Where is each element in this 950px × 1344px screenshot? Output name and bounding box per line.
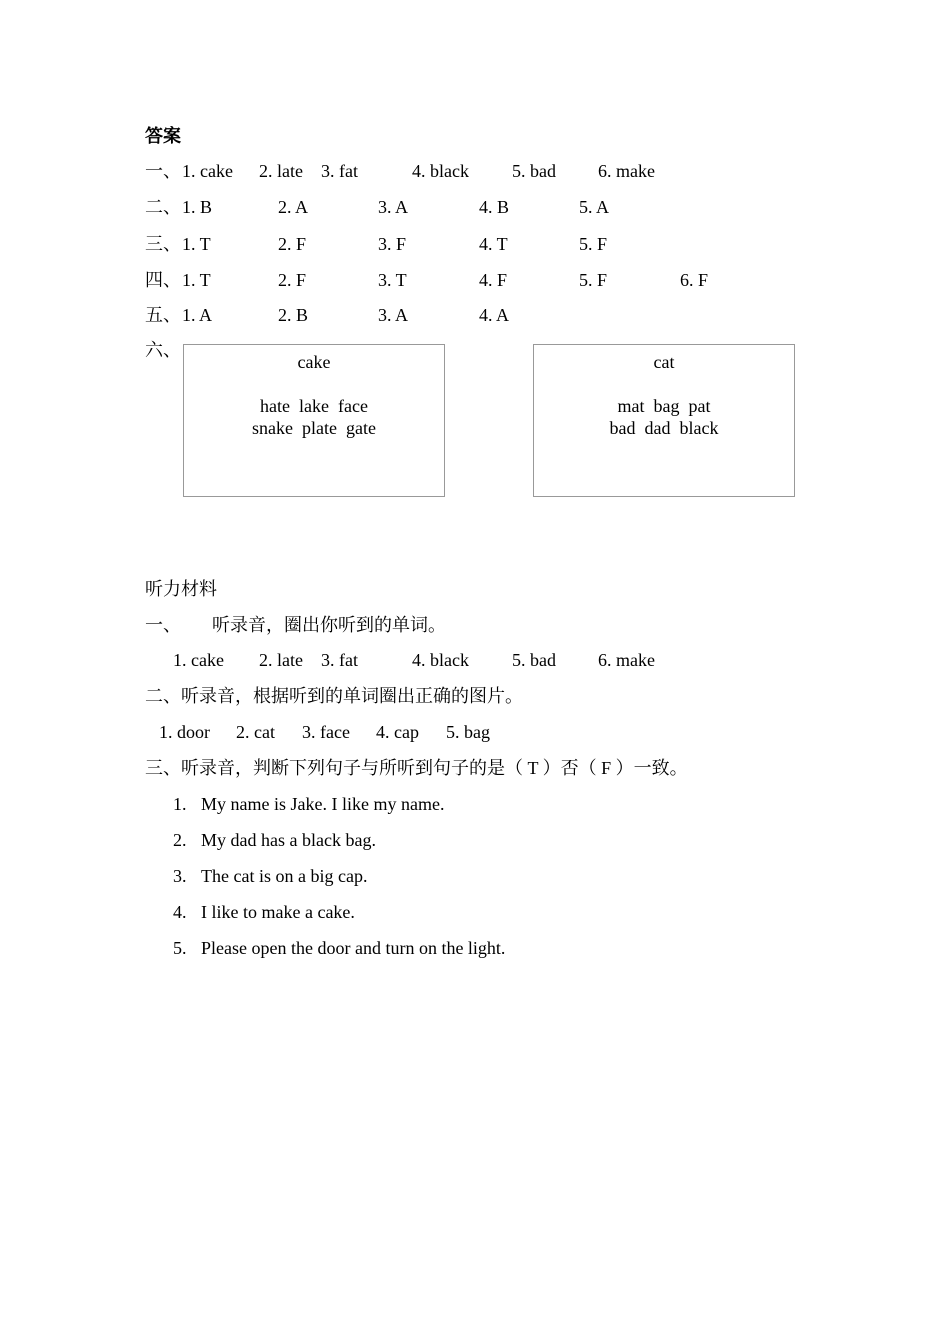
answer-1-2: 2. late [259, 161, 303, 181]
sentence-number: 5. [173, 938, 187, 958]
answer-3-3: 3. F [378, 234, 407, 254]
listening-part2-item: 2. cat [236, 722, 275, 742]
listening-part3-instruction: 三、听录音，判断下列句子与所听到句子的是（ T ）否（ F ）一致。 [145, 758, 688, 778]
sentence-text: I like to make a cake. [201, 902, 355, 922]
answer-row-2-label: 二、 [145, 197, 181, 217]
word-box-line: bad dad black [609, 418, 719, 438]
answer-4-3: 3. T [378, 270, 407, 290]
answer-1-3: 3. fat [321, 161, 358, 181]
answer-row-1-label: 一、 [145, 161, 181, 181]
answer-1-1: 1. cake [182, 161, 233, 181]
listening-part2-item: 4. cap [376, 722, 419, 742]
answer-3-2: 2. F [278, 234, 307, 254]
answer-5-4: 4. A [479, 305, 510, 325]
answer-4-1: 1. T [182, 270, 211, 290]
answer-row-4-label: 四、 [145, 270, 181, 290]
listening-part1-item: 6. make [598, 650, 655, 670]
listening-part1-item: 1. cake [173, 650, 224, 670]
word-box-line: hate lake face [260, 396, 368, 416]
answer-3-5: 5. F [579, 234, 608, 254]
answer-2-1: 1. B [182, 197, 213, 217]
listening-part2-instruction: 二、听录音，根据听到的单词圈出正确的图片。 [145, 686, 523, 706]
listening-part1-item: 2. late [259, 650, 303, 670]
listening-part1-item: 5. bad [512, 650, 556, 670]
sentence-text: My dad has a black bag. [201, 830, 376, 850]
word-box-heading: cake [297, 352, 331, 372]
listening-title: 听力材料 [145, 579, 217, 599]
word-box-line: mat bag pat [617, 396, 711, 416]
sentence-text: Please open the door and turn on the light. [201, 938, 506, 958]
answer-1-6: 6. make [598, 161, 655, 181]
answer-4-6: 6. F [680, 270, 709, 290]
listening-part1-item: 3. fat [321, 650, 358, 670]
answer-4-2: 2. F [278, 270, 307, 290]
answer-4-4: 4. F [479, 270, 508, 290]
answer-3-1: 1. T [182, 234, 211, 254]
answer-5-2: 2. B [278, 305, 309, 325]
sentence-number: 3. [173, 866, 187, 886]
sentence-text: My name is Jake. I like my name. [201, 794, 445, 814]
listening-part2-item: 3. face [302, 722, 350, 742]
answer-4-5: 5. F [579, 270, 608, 290]
listening-part2-item: 1. door [159, 722, 210, 742]
word-box-heading: cat [653, 352, 675, 372]
answer-1-5: 5. bad [512, 161, 556, 181]
word-box-cake [183, 344, 445, 497]
answer-2-5: 5. A [579, 197, 610, 217]
word-box-line: snake plate gate [252, 418, 376, 438]
sentence-text: The cat is on a big cap. [201, 866, 368, 886]
sentence-number: 2. [173, 830, 187, 850]
answer-2-3: 3. A [378, 197, 409, 217]
answer-row-5-label: 五、 [145, 305, 181, 325]
answers-title: 答案 [145, 126, 181, 146]
answer-row-6-label: 六、 [145, 340, 181, 360]
answer-1-4: 4. black [412, 161, 469, 181]
answer-2-4: 4. B [479, 197, 510, 217]
listening-part2-item: 5. bag [446, 722, 490, 742]
word-box-cat [533, 344, 795, 497]
listening-part1-instruction: 听录音，圈出你听到的单词。 [212, 615, 446, 635]
answer-row-3-label: 三、 [145, 234, 181, 254]
listening-part1-item: 4. black [412, 650, 469, 670]
answer-5-1: 1. A [182, 305, 213, 325]
sentence-number: 4. [173, 902, 187, 922]
listening-part1-label: 一、 [145, 615, 181, 635]
answer-3-4: 4. T [479, 234, 508, 254]
answer-5-3: 3. A [378, 305, 409, 325]
answer-2-2: 2. A [278, 197, 309, 217]
sentence-number: 1. [173, 794, 187, 814]
